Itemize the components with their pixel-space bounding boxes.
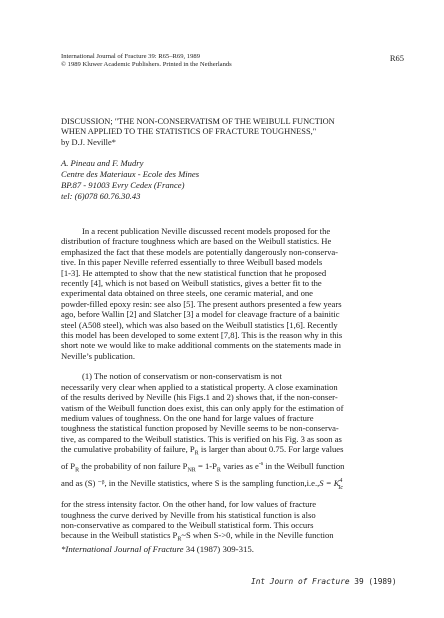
footnote: *International Journal of Fracture 34 (1987) 309-315. xyxy=(61,544,254,554)
body-line: of the results derived by Neville (his Figs.1 and 2) shows that, if the non-conser- xyxy=(61,392,338,403)
sampling-function-equation: $S = K^4_{Ic}$ xyxy=(319,478,344,491)
running-footer: Int Journ of Fracture 39 (1989) xyxy=(251,577,397,586)
paragraph-2 xyxy=(61,371,395,545)
address: BP.87 - 91003 Evry Cedex (France) xyxy=(61,180,185,190)
author-affiliation xyxy=(61,158,199,202)
body-line: short note we would like to make additional comments on the statements made in xyxy=(61,340,341,351)
article-title xyxy=(61,117,411,148)
body-line: (1) The notion of conservatism or non-conservatism is not xyxy=(82,371,282,382)
body-line: powder-filled epoxy resin: see also [5]. The present authors presented a few years xyxy=(61,298,342,309)
body-line: the cumulative probability of failure, $P_R$ is larger than about 0.75. For large values xyxy=(61,444,344,457)
body-line: tive. In this paper Neville referred essentially to three Weibull based models xyxy=(61,257,323,268)
body-line: medium values of toughness. On the one hand for large values of fracture xyxy=(61,412,314,423)
body-line: [1-3]. He attempted to show that the new statistical function that he proposed xyxy=(61,267,327,278)
title-line-1: DISCUSSION; "THE NON-CONSERVATISM OF THE WEIBULL FUNCTION xyxy=(61,117,335,126)
body-line: and as (S) ⁻ᵝ, in the Neville statistics, where S is the sampling function,i.e.,S = $K^4_{Ic}$ xyxy=(61,478,344,491)
body-line: emphasized the fact that these models are potentially dangerously non-conserva- xyxy=(61,246,339,257)
body-line: necessarily very clear when applied to a statistical property. A close examination xyxy=(61,381,338,392)
institution: Centre des Materiaux - Ecole des Mines xyxy=(61,169,200,179)
body-line: In a recent publication Neville discussed recent models proposed for the xyxy=(82,226,331,236)
body-line: distribution of fracture toughness which are based on the Weibull statistics. He xyxy=(61,236,332,247)
paragraph-1 xyxy=(61,226,395,361)
body-line: tive, as compared to the Weibull statistics. This is verified on his Fig. 3 as soon as xyxy=(61,433,342,444)
body-line: for the stress intensity factor. On the other hand, for low values of fracture xyxy=(61,499,317,510)
body-line: steel (A508 steel), which was also based on the Weibull statistics [1,6]. Recently xyxy=(61,319,338,330)
body-line: because in the Weibull statistics $P_R\sim S$ when S->0, while in the Neville function xyxy=(61,530,334,544)
title-line-2: WHEN APPLIED TO THE STATISTICS OF FRACTURE TOUGHNESS," xyxy=(61,127,317,137)
body-line: this model has been developed to some extent [7,8]. This is the reason why in this xyxy=(61,330,343,341)
title-byline: by D.J. Neville* xyxy=(61,137,116,147)
body-line: toughness the curve derived by Neville from his statistical function is also xyxy=(61,509,316,520)
telephone: tel: (6)078 60.76.30.43 xyxy=(61,191,141,201)
body-line: toughness the statistical function proposed by Neville seems to be non-conserva- xyxy=(61,423,339,434)
body-line: non-conservative as compared to the Weibull statistical form. This occurs xyxy=(61,520,314,531)
journal-line: International Journal of Fracture 39: R65–R69, 1989 xyxy=(61,53,200,60)
copyright-line: © 1989 Kluwer Academic Publishers. Printed in the Netherlands xyxy=(61,61,232,69)
article-body xyxy=(61,226,395,546)
body-line: ago, before Wallin [2] and Slatcher [3] a model for cleavage fracture of a bainitic xyxy=(61,309,340,320)
subscript: R xyxy=(194,450,199,457)
body-line: experimental data obtained on three steels, one ceramic material, and one xyxy=(61,288,313,299)
body-line: of $P_R$ the probability of non failure $P_{NR} = 1-P_R$ varies as $e^{-s}$ in the Weibull function xyxy=(61,461,345,474)
body-line: vatism of the Weibull function does exist, this can only apply for the estimation of xyxy=(61,402,344,413)
journal-header xyxy=(61,53,381,69)
authors: A. Pineau and F. Mudry xyxy=(61,158,144,168)
body-line: Neville’s publication. xyxy=(61,350,135,361)
body-line: recently [4], which is not based on Weibull statistics, gives a better fit to the xyxy=(61,278,322,289)
page-number: R65 xyxy=(389,53,404,63)
